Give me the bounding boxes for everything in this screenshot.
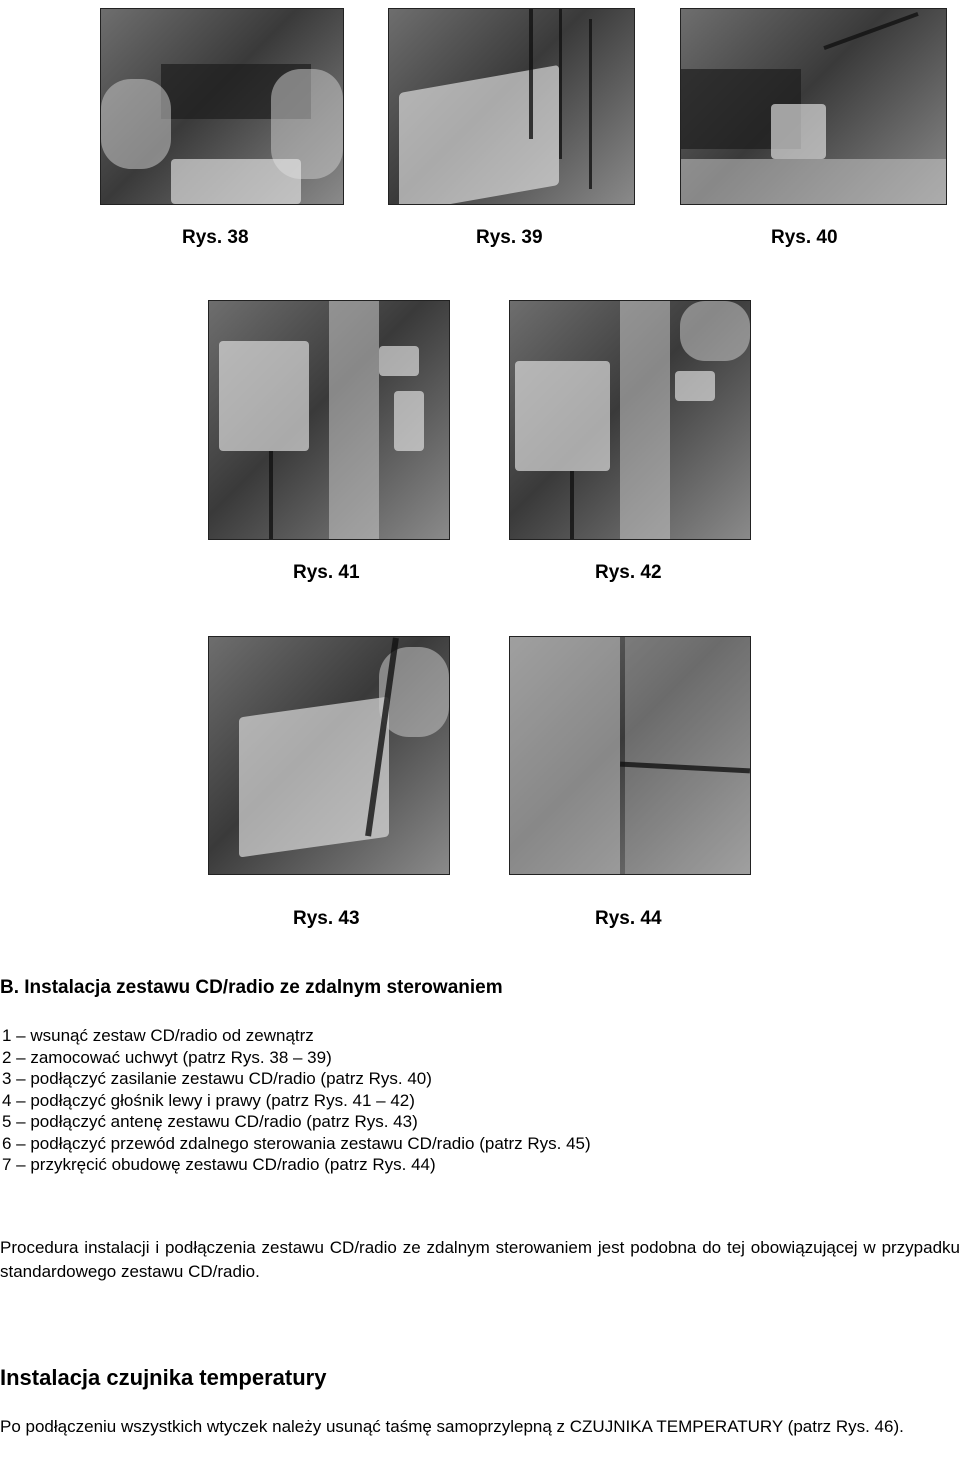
caption-rys-42: Rys. 42 (595, 562, 662, 583)
caption-rys-43: Rys. 43 (293, 908, 360, 929)
caption-rys-39: Rys. 39 (476, 227, 543, 248)
photo-rys-41 (208, 300, 450, 540)
list-item: 5 – podłączyć antenę zestawu CD/radio (patrz Rys. 43) (2, 1112, 418, 1131)
photo-rys-38 (100, 8, 344, 205)
photo-rys-39 (388, 8, 635, 205)
procedure-note: Procedura instalacji i podłączenia zestawu CD/radio ze zdalnym sterowaniem jest podobna do tej obowiązującej w przypadku standardowego zestawu CD/radio. (0, 1238, 960, 1281)
list-item: 4 – podłączyć głośnik lewy i prawy (patrz Rys. 41 – 42) (2, 1090, 415, 1110)
list-item: 6 – podłączyć przewód zdalnego sterowania zestawu CD/radio (patrz Rys. 45) (2, 1133, 591, 1153)
caption-rys-44: Rys. 44 (595, 908, 662, 929)
section-title: B. Instalacja zestawu CD/radio ze zdalnym sterowaniem (0, 977, 503, 998)
sensor-text: Po podłączeniu wszystkich wtyczek należy usunąć taśmę samoprzylepną z CZUJNIKA TEMPERATURY (patrz Rys. 46). (0, 1417, 904, 1436)
sensor-heading: Instalacja czujnika temperatury (0, 1365, 327, 1390)
caption-rys-38: Rys. 38 (182, 227, 249, 248)
list-item: 7 – przykręcić obudowę zestawu CD/radio (patrz Rys. 44) (2, 1155, 436, 1174)
list-item: 1 – wsunąć zestaw CD/radio od zewnątrz (2, 1026, 314, 1045)
photo-rys-42 (509, 300, 751, 540)
list-item: 2 – zamocować uchwyt (patrz Rys. 38 – 39) (2, 1047, 332, 1067)
caption-rys-40: Rys. 40 (771, 227, 838, 248)
photo-rys-44 (509, 636, 751, 875)
list-item: 3 – podłączyć zasilanie zestawu CD/radio (patrz Rys. 40) (2, 1069, 432, 1088)
photo-rys-40 (680, 8, 947, 205)
steps-list (0, 1025, 591, 1176)
caption-rys-41: Rys. 41 (293, 562, 360, 583)
photo-rys-43 (208, 636, 450, 875)
